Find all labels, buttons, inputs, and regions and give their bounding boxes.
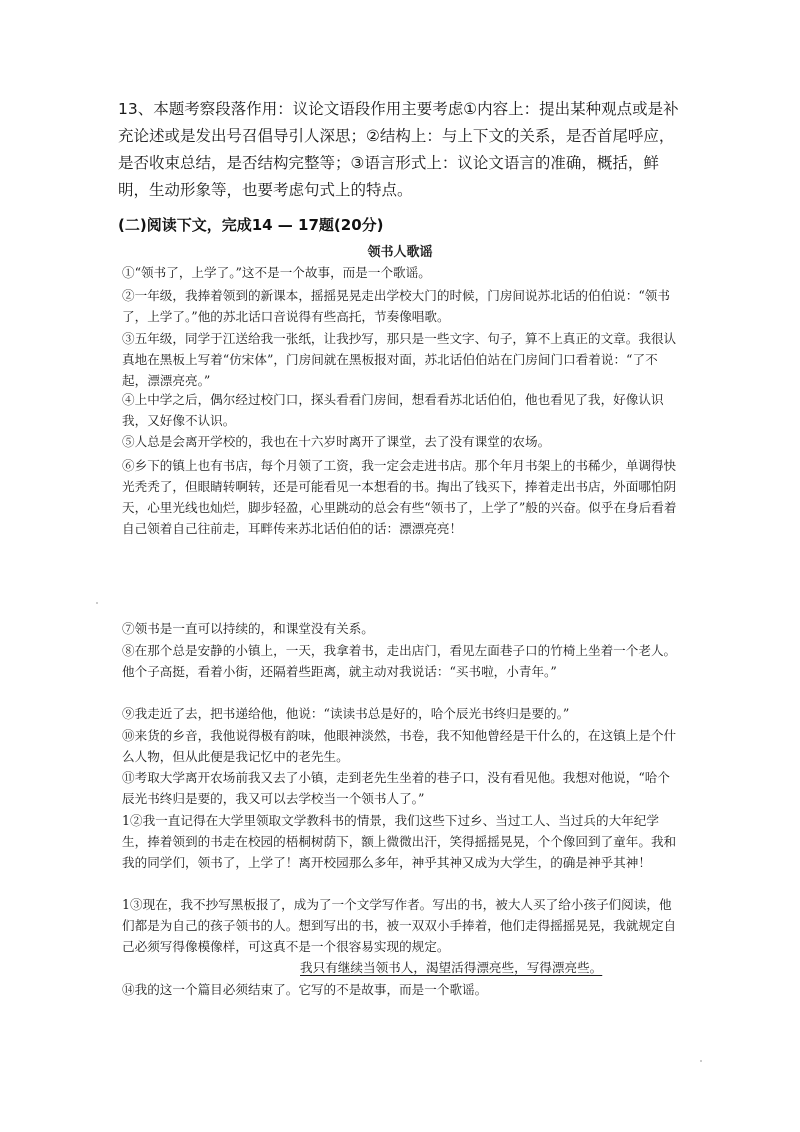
paragraph-12: 1②我一直记得在大学里领取文学教科书的情景，我们这些下过乡、当过工人、当过兵的大年纪学生，捧着领到的书走在校园的梧桐树荫下，额上微微出汗，笑得摇摇晃晃，个个像回到了童年。我和我的同学们，领书了，上学了！离开校园那么多年，神乎其神又成为大学生，的确是神乎其神！ [122,813,677,870]
paragraph-11: ⑪考取大学离开农场前我又去了小镇，走到老先生坐着的巷子口，没有看见他。我想对他说，“哈个辰光书终归是要的，我又可以去学校当一个领书人了。” [122,770,670,806]
paragraph-8: ⑧在那个总是安静的小镇上，一天，我拿着书，走出店门，看见左面巷子口的竹椅上坐着一个老人。他个子高挺，看着小街，还隔着些距离，就主动对我说话：“买书啦，小青年。” [122,643,677,679]
paragraph-14: ⑭我的这一个篇目必须结束了。它写的不是故事，而是一个歌谣。 [122,982,488,997]
paragraph-2: ②一年级，我捧着领到的新课本，摇摇晃晃走出学校大门的时候，门房间说苏北话的伯伯说：“领书了，上学了。”他的苏北话口音说得有些高托，节奏像唱歌。 [122,288,670,324]
paragraph-10: ⑩来货的乡音，我他说得极有韵味，他眼神淡然，书卷，我不知他曾经是干什么的，在这镇上是个什么人物，但从此便是我记忆中的老先生。 [122,728,677,764]
scan-speck [96,602,98,604]
paragraph-7: ⑦领书是一直可以持续的，和课堂没有关系。 [122,621,374,636]
paragraph-5: ⑤人总是会离开学校的，我也在十六岁时离开了课堂，去了没有课堂的农场。 [122,434,551,449]
paragraph-13-underlined-sentence: 我只有继续当领书人，渴望活得漂亮些，写得漂亮些。 [300,960,603,975]
paragraph-9: ⑨我走近了去，把书递给他，他说：“读读书总是好的，哈个辰光书终归是要的。” [122,706,570,721]
paragraph-4: ④上中学之后，偶尔经过校门口，探头看看门房间，想看看苏北话伯伯，他也看见了我，好像认识我，又好像不认识。 [122,392,664,428]
paragraph-6: ⑥乡下的镇上也有书店，每个月领了工资，我一定会走进书店。那个年月书架上的书稀少，单调得快光秃秃了，但眼睛转啊转，还是可能看见一本想看的书。掏出了钱买下，捧着走出书店，外面哪怕阴天，心里光线也灿烂，脚步轻盈，心里跳动的总会有些“领书了，上学了”般的兴奋。似乎在身后看着自己领着自己往前走，耳畔传来苏北话伯伯的话：漂漂亮亮！ [122,458,677,536]
paragraph-1: ①“领书了，上学了。”这不是一个故事，而是一个歌谣。 [122,265,431,280]
scan-speck [700,1060,702,1062]
answer-note-13: 13、本题考察段落作用：议论文语段作用主要考虑①内容上：提出某种观点或是补充论述或是发出号召倡导引人深思；②结构上：与上下文的关系，是否首尾呼应，是否收束总结，是否结构完整等；③语言形式上：议论文语言的准确，概括，鲜明，生动形象等，也要考虑句式上的特点。 [118,100,679,199]
paragraph-13: 1③现在，我不抄写黑板报了，成为了一个文学写作者。写出的书，被大人买了给小孩子们阅读，他们都是为自己的孩子领书的人。想到写出的书，被一双双小手捧着，他们走得摇摇晃晃，我就规定自己必须写得像模像样，可这真不是一个很容易实现的规定。 [122,897,677,954]
article-title: 领书人歌谣 [367,245,433,260]
section-title: (二)阅读下文，完成14 — 17题(20分) [118,216,384,234]
paragraph-3: ③五年级，同学于江送给我一张纸，让我抄写，那只是一些文字、句子，算不上真正的文章。我很认真地在黑板上写着“仿宋体”，门房间就在黑板报对面，苏北话伯伯站在门房间门口看着说：“了不起，漂漂亮亮。” [122,331,677,388]
